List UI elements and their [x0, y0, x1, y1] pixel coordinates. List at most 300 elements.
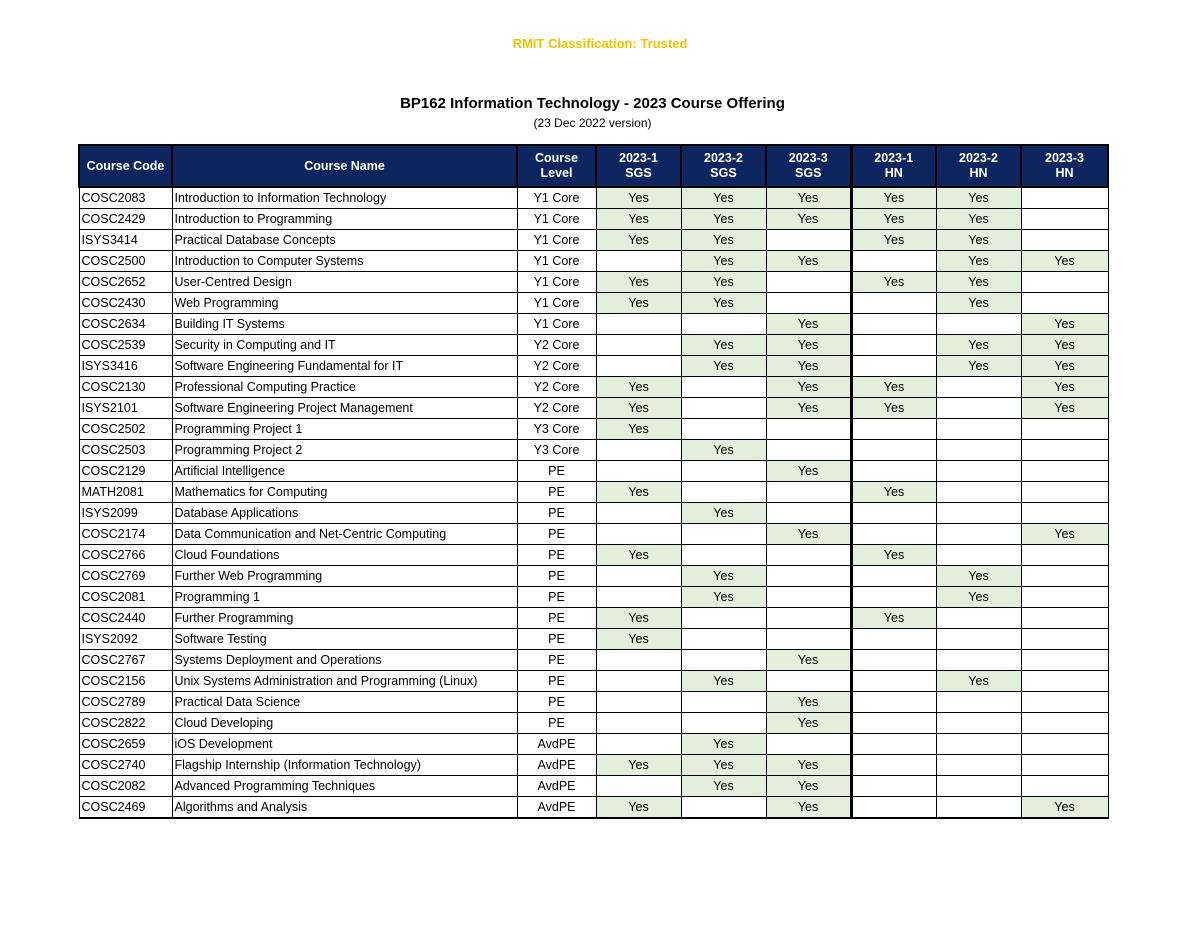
course-name-cell: Cloud Foundations [172, 545, 517, 566]
course-name-cell: Security in Computing and IT [172, 335, 517, 356]
course-name-cell: Mathematics for Computing [172, 482, 517, 503]
offering-cell-2023-2-hn: Yes [936, 251, 1021, 272]
course-level-cell: PE [517, 650, 596, 671]
offering-cell-2023-1-hn: Yes [851, 398, 936, 419]
offering-cell-2023-1-sgs [596, 524, 681, 545]
offering-cell-2023-3-sgs [766, 230, 851, 251]
offering-cell-2023-1-sgs [596, 461, 681, 482]
offering-cell-2023-3-hn: Yes [1021, 356, 1108, 377]
course-level-cell: Y3 Core [517, 419, 596, 440]
page-subtitle: (23 Dec 2022 version) [533, 116, 652, 130]
offering-cell-2023-3-sgs: Yes [766, 356, 851, 377]
offering-cell-2023-1-hn [851, 503, 936, 524]
course-level-cell: Y1 Core [517, 209, 596, 230]
offering-cell-2023-3-sgs: Yes [766, 797, 851, 819]
offering-cell-2023-2-sgs [681, 419, 766, 440]
offering-cell-2023-2-sgs [681, 650, 766, 671]
offering-cell-2023-2-sgs: Yes [681, 734, 766, 755]
offering-cell-2023-2-hn [936, 755, 1021, 776]
offering-cell-2023-3-sgs: Yes [766, 335, 851, 356]
offering-cell-2023-1-hn [851, 755, 936, 776]
offering-cell-2023-2-hn [936, 377, 1021, 398]
offering-cell-2023-1-sgs [596, 650, 681, 671]
offering-cell-2023-3-hn [1021, 629, 1108, 650]
course-name-cell: User-Centred Design [172, 272, 517, 293]
offering-cell-2023-3-sgs: Yes [766, 209, 851, 230]
offering-cell-2023-3-sgs [766, 734, 851, 755]
offering-cell-2023-1-sgs: Yes [596, 545, 681, 566]
offering-cell-2023-2-hn [936, 503, 1021, 524]
offering-cell-2023-2-hn [936, 398, 1021, 419]
course-name-cell: Building IT Systems [172, 314, 517, 335]
offering-cell-2023-1-hn: Yes [851, 545, 936, 566]
course-name-cell: Programming 1 [172, 587, 517, 608]
offering-cell-2023-3-hn: Yes [1021, 251, 1108, 272]
table-row [79, 608, 1108, 629]
offering-cell-2023-1-hn [851, 713, 936, 734]
offering-cell-2023-3-sgs [766, 545, 851, 566]
course-name-cell: Software Engineering Fundamental for IT [172, 356, 517, 377]
course-code-cell: MATH2081 [79, 482, 172, 503]
course-name-cell: Data Communication and Net-Centric Computing [172, 524, 517, 545]
offering-cell-2023-1-hn [851, 587, 936, 608]
course-name-cell: iOS Development [172, 734, 517, 755]
offering-cell-2023-2-hn [936, 461, 1021, 482]
offering-cell-2023-1-hn: Yes [851, 272, 936, 293]
table-body [79, 187, 1108, 818]
course-name-cell: Further Web Programming [172, 566, 517, 587]
course-level-cell: PE [517, 545, 596, 566]
offering-cell-2023-3-sgs [766, 566, 851, 587]
offering-cell-2023-2-sgs [681, 797, 766, 819]
offering-cell-2023-2-sgs [681, 524, 766, 545]
offering-cell-2023-1-sgs [596, 251, 681, 272]
offering-cell-2023-3-sgs: Yes [766, 692, 851, 713]
offering-cell-2023-2-hn [936, 797, 1021, 819]
header-sgs1-line2: SGS [625, 166, 652, 180]
offering-cell-2023-2-hn: Yes [936, 587, 1021, 608]
header-level-line2: Level [540, 166, 573, 180]
offering-cell-2023-3-sgs: Yes [766, 251, 851, 272]
course-name-cell: Systems Deployment and Operations [172, 650, 517, 671]
offering-cell-2023-3-hn [1021, 482, 1108, 503]
offering-cell-2023-2-sgs: Yes [681, 209, 766, 230]
table-row [79, 713, 1108, 734]
offering-cell-2023-3-hn [1021, 608, 1108, 629]
offering-cell-2023-2-sgs: Yes [681, 356, 766, 377]
offering-cell-2023-2-hn: Yes [936, 356, 1021, 377]
offering-cell-2023-3-sgs: Yes [766, 524, 851, 545]
header-hn1-line1: 2023-1 [874, 151, 914, 165]
header-2023-2-sgs [681, 145, 766, 187]
course-level-cell: Y1 Core [517, 272, 596, 293]
offering-cell-2023-3-sgs: Yes [766, 398, 851, 419]
offering-cell-2023-2-hn: Yes [936, 230, 1021, 251]
table-row [79, 356, 1108, 377]
course-name-cell: Practical Database Concepts [172, 230, 517, 251]
course-code-cell: COSC2083 [79, 187, 172, 209]
offering-cell-2023-2-sgs [681, 713, 766, 734]
offering-cell-2023-2-sgs [681, 545, 766, 566]
offering-cell-2023-3-hn [1021, 755, 1108, 776]
course-code-cell: COSC2634 [79, 314, 172, 335]
course-code-cell: COSC2789 [79, 692, 172, 713]
course-code-cell: COSC2767 [79, 650, 172, 671]
offering-cell-2023-1-hn [851, 440, 936, 461]
course-code-cell: COSC2430 [79, 293, 172, 314]
header-sgs3-line1: 2023-3 [788, 151, 828, 165]
course-code-cell: ISYS3416 [79, 356, 172, 377]
offering-cell-2023-1-sgs: Yes [596, 377, 681, 398]
offering-cell-2023-2-sgs [681, 314, 766, 335]
table-row [79, 230, 1108, 251]
course-level-cell: Y1 Core [517, 230, 596, 251]
offering-cell-2023-1-hn: Yes [851, 230, 936, 251]
offering-cell-2023-3-hn [1021, 440, 1108, 461]
offering-cell-2023-2-sgs: Yes [681, 230, 766, 251]
course-level-cell: Y2 Core [517, 398, 596, 419]
course-level-cell: AvdPE [517, 797, 596, 819]
course-name-cell: Programming Project 1 [172, 419, 517, 440]
course-level-cell: PE [517, 587, 596, 608]
course-level-cell: PE [517, 713, 596, 734]
offering-cell-2023-1-hn [851, 797, 936, 819]
offering-cell-2023-3-hn [1021, 776, 1108, 797]
header-sgs1-line1: 2023-1 [619, 151, 658, 165]
offering-cell-2023-3-hn [1021, 461, 1108, 482]
offering-cell-2023-1-hn [851, 629, 936, 650]
offering-cell-2023-1-sgs: Yes [596, 419, 681, 440]
offering-cell-2023-1-hn [851, 692, 936, 713]
offering-cell-2023-3-sgs [766, 629, 851, 650]
course-code-cell: ISYS2101 [79, 398, 172, 419]
header-hn2-line1: 2023-2 [959, 151, 998, 165]
page-title: BP162 Information Technology - 2023 Course Offering [400, 95, 785, 112]
table-row [79, 692, 1108, 713]
course-name-cell: Web Programming [172, 293, 517, 314]
table-row [79, 797, 1108, 819]
offering-cell-2023-3-sgs: Yes [766, 461, 851, 482]
header-course-code: Course Code [79, 145, 172, 187]
offering-cell-2023-3-hn [1021, 587, 1108, 608]
header-course-name: Course Name [172, 145, 517, 187]
course-code-cell: COSC2440 [79, 608, 172, 629]
offering-cell-2023-1-hn: Yes [851, 482, 936, 503]
offering-cell-2023-2-sgs: Yes [681, 755, 766, 776]
course-name-cell: Software Testing [172, 629, 517, 650]
offering-cell-2023-2-hn [936, 314, 1021, 335]
offering-cell-2023-2-sgs: Yes [681, 671, 766, 692]
offering-cell-2023-3-hn [1021, 671, 1108, 692]
course-level-cell: Y3 Core [517, 440, 596, 461]
offering-cell-2023-1-sgs: Yes [596, 230, 681, 251]
classification-label: RMIT Classification: Trusted [512, 36, 688, 51]
course-name-cell: Introduction to Computer Systems [172, 251, 517, 272]
offering-cell-2023-3-sgs [766, 419, 851, 440]
offering-cell-2023-2-sgs [681, 629, 766, 650]
offering-cell-2023-3-sgs [766, 482, 851, 503]
offering-cell-2023-1-hn [851, 776, 936, 797]
offering-cell-2023-3-hn [1021, 419, 1108, 440]
offering-cell-2023-2-sgs [681, 398, 766, 419]
offering-cell-2023-1-sgs [596, 776, 681, 797]
course-level-cell: AvdPE [517, 755, 596, 776]
course-code-cell: COSC2130 [79, 377, 172, 398]
offering-cell-2023-3-sgs [766, 293, 851, 314]
offering-cell-2023-1-sgs [596, 314, 681, 335]
table-row [79, 734, 1108, 755]
table-row [79, 314, 1108, 335]
offering-cell-2023-3-hn: Yes [1021, 398, 1108, 419]
offering-cell-2023-3-sgs [766, 608, 851, 629]
table-row [79, 461, 1108, 482]
offering-cell-2023-2-sgs: Yes [681, 776, 766, 797]
offering-cell-2023-2-sgs: Yes [681, 251, 766, 272]
header-sgs3-line2: SGS [795, 166, 822, 180]
offering-cell-2023-3-sgs: Yes [766, 776, 851, 797]
offering-cell-2023-3-hn: Yes [1021, 797, 1108, 819]
offering-cell-2023-3-sgs: Yes [766, 187, 851, 209]
course-level-cell: PE [517, 671, 596, 692]
offering-cell-2023-2-sgs [681, 692, 766, 713]
offering-cell-2023-1-hn: Yes [851, 608, 936, 629]
offering-cell-2023-2-hn: Yes [936, 566, 1021, 587]
offering-cell-2023-1-hn [851, 335, 936, 356]
course-level-cell: PE [517, 566, 596, 587]
course-level-cell: Y1 Core [517, 251, 596, 272]
offering-cell-2023-2-sgs [681, 461, 766, 482]
course-code-cell: COSC2469 [79, 797, 172, 819]
offering-cell-2023-2-sgs: Yes [681, 335, 766, 356]
offering-cell-2023-2-sgs: Yes [681, 587, 766, 608]
table-row [79, 482, 1108, 503]
course-level-cell: Y1 Core [517, 187, 596, 209]
offering-cell-2023-2-hn [936, 629, 1021, 650]
offering-cell-2023-2-hn [936, 440, 1021, 461]
offering-cell-2023-1-hn [851, 524, 936, 545]
course-level-cell: Y1 Core [517, 293, 596, 314]
course-level-cell: AvdPE [517, 734, 596, 755]
course-name-cell: Advanced Programming Techniques [172, 776, 517, 797]
table-row [79, 419, 1108, 440]
course-code-cell: COSC2766 [79, 545, 172, 566]
offering-cell-2023-2-hn [936, 545, 1021, 566]
course-code-cell: COSC2652 [79, 272, 172, 293]
offering-cell-2023-1-hn [851, 314, 936, 335]
offering-cell-2023-3-hn [1021, 209, 1108, 230]
course-code-cell: COSC2659 [79, 734, 172, 755]
header-hn1-line2: HN [884, 166, 903, 180]
offering-cell-2023-3-hn: Yes [1021, 314, 1108, 335]
header-hn2-line2: HN [969, 166, 988, 180]
offering-cell-2023-1-sgs [596, 671, 681, 692]
table-row [79, 629, 1108, 650]
table-row [79, 776, 1108, 797]
course-level-cell: PE [517, 629, 596, 650]
offering-cell-2023-3-hn [1021, 187, 1108, 209]
offering-cell-2023-1-hn [851, 419, 936, 440]
offering-cell-2023-2-sgs: Yes [681, 440, 766, 461]
table-row [79, 293, 1108, 314]
course-code-cell: COSC2539 [79, 335, 172, 356]
offering-cell-2023-1-hn [851, 650, 936, 671]
table-row [79, 671, 1108, 692]
table-row [79, 524, 1108, 545]
offering-cell-2023-2-hn [936, 650, 1021, 671]
offering-cell-2023-3-sgs: Yes [766, 377, 851, 398]
table-row [79, 587, 1108, 608]
offering-cell-2023-3-sgs [766, 587, 851, 608]
course-code-cell: COSC2081 [79, 587, 172, 608]
offering-cell-2023-1-hn: Yes [851, 377, 936, 398]
offering-cell-2023-3-hn [1021, 692, 1108, 713]
course-name-cell: Database Applications [172, 503, 517, 524]
header-row [79, 145, 1108, 187]
offering-cell-2023-1-sgs: Yes [596, 209, 681, 230]
header-2023-2-hn [936, 145, 1021, 187]
course-name-cell: Artificial Intelligence [172, 461, 517, 482]
course-level-cell: PE [517, 503, 596, 524]
table-row [79, 545, 1108, 566]
offering-cell-2023-3-hn [1021, 293, 1108, 314]
course-name-cell: Professional Computing Practice [172, 377, 517, 398]
offering-cell-2023-3-sgs [766, 671, 851, 692]
offering-cell-2023-2-hn [936, 713, 1021, 734]
offering-cell-2023-2-sgs: Yes [681, 503, 766, 524]
offering-cell-2023-2-hn: Yes [936, 335, 1021, 356]
course-name-cell: Software Engineering Project Management [172, 398, 517, 419]
course-code-cell: ISYS3414 [79, 230, 172, 251]
header-hn3-line2: HN [1055, 166, 1074, 180]
offering-cell-2023-1-sgs: Yes [596, 272, 681, 293]
offering-cell-2023-1-sgs: Yes [596, 755, 681, 776]
offering-cell-2023-3-hn: Yes [1021, 335, 1108, 356]
offering-cell-2023-1-sgs [596, 713, 681, 734]
course-name-cell: Programming Project 2 [172, 440, 517, 461]
course-name-cell: Introduction to Programming [172, 209, 517, 230]
header-2023-1-hn [851, 145, 936, 187]
offering-cell-2023-1-sgs [596, 587, 681, 608]
header-course-level [517, 145, 596, 187]
table-row [79, 650, 1108, 671]
course-name-cell: Further Programming [172, 608, 517, 629]
offering-cell-2023-1-sgs: Yes [596, 398, 681, 419]
course-code-cell: COSC2502 [79, 419, 172, 440]
offering-cell-2023-3-hn [1021, 272, 1108, 293]
course-level-cell: AvdPE [517, 776, 596, 797]
offering-cell-2023-2-sgs [681, 608, 766, 629]
offering-cell-2023-1-sgs: Yes [596, 797, 681, 819]
offering-cell-2023-2-sgs: Yes [681, 566, 766, 587]
offering-cell-2023-1-hn [851, 461, 936, 482]
offering-cell-2023-1-sgs: Yes [596, 187, 681, 209]
course-name-cell: Flagship Internship (Information Technology) [172, 755, 517, 776]
offering-cell-2023-3-sgs: Yes [766, 713, 851, 734]
table-row [79, 755, 1108, 776]
table-row [79, 272, 1108, 293]
course-code-cell: ISYS2092 [79, 629, 172, 650]
offering-cell-2023-2-hn [936, 692, 1021, 713]
course-level-cell: Y2 Core [517, 377, 596, 398]
offering-cell-2023-3-sgs [766, 503, 851, 524]
course-name-cell: Introduction to Information Technology [172, 187, 517, 209]
course-level-cell: Y1 Core [517, 314, 596, 335]
offering-cell-2023-2-sgs: Yes [681, 272, 766, 293]
offering-cell-2023-2-hn: Yes [936, 293, 1021, 314]
offering-cell-2023-1-sgs [596, 440, 681, 461]
offering-cell-2023-1-hn: Yes [851, 187, 936, 209]
offering-cell-2023-3-hn [1021, 650, 1108, 671]
table-row [79, 503, 1108, 524]
offering-cell-2023-3-hn [1021, 713, 1108, 734]
offering-cell-2023-3-sgs [766, 440, 851, 461]
offering-cell-2023-1-hn [851, 251, 936, 272]
offering-cell-2023-1-sgs [596, 356, 681, 377]
offering-cell-2023-3-sgs: Yes [766, 650, 851, 671]
course-level-cell: PE [517, 461, 596, 482]
offering-cell-2023-2-hn [936, 608, 1021, 629]
offering-cell-2023-1-sgs [596, 503, 681, 524]
offering-cell-2023-1-hn [851, 356, 936, 377]
offering-cell-2023-2-hn [936, 419, 1021, 440]
offering-cell-2023-3-hn [1021, 545, 1108, 566]
offering-cell-2023-3-hn [1021, 734, 1108, 755]
header-sgs2-line1: 2023-2 [704, 151, 743, 165]
course-code-cell: COSC2174 [79, 524, 172, 545]
offering-cell-2023-1-sgs: Yes [596, 629, 681, 650]
offering-cell-2023-2-sgs: Yes [681, 293, 766, 314]
offering-cell-2023-3-hn [1021, 566, 1108, 587]
table-row [79, 335, 1108, 356]
header-hn3-line1: 2023-3 [1045, 151, 1084, 165]
offering-cell-2023-1-hn [851, 734, 936, 755]
course-code-cell: COSC2156 [79, 671, 172, 692]
offering-cell-2023-2-sgs [681, 482, 766, 503]
header-sgs2-line2: SGS [710, 166, 737, 180]
course-level-cell: PE [517, 692, 596, 713]
offering-cell-2023-2-hn: Yes [936, 187, 1021, 209]
course-code-cell: COSC2769 [79, 566, 172, 587]
course-level-cell: PE [517, 524, 596, 545]
offering-cell-2023-2-hn [936, 482, 1021, 503]
offering-cell-2023-1-sgs [596, 734, 681, 755]
course-level-cell: PE [517, 608, 596, 629]
course-name-cell: Algorithms and Analysis [172, 797, 517, 819]
table-row [79, 398, 1108, 419]
offering-cell-2023-2-sgs: Yes [681, 187, 766, 209]
course-code-cell: COSC2429 [79, 209, 172, 230]
course-code-cell: COSC2822 [79, 713, 172, 734]
offering-cell-2023-3-hn [1021, 230, 1108, 251]
offering-cell-2023-2-sgs [681, 377, 766, 398]
course-code-cell: ISYS2099 [79, 503, 172, 524]
offering-cell-2023-3-sgs: Yes [766, 755, 851, 776]
course-code-cell: COSC2503 [79, 440, 172, 461]
offering-cell-2023-2-hn: Yes [936, 671, 1021, 692]
offering-cell-2023-2-hn [936, 524, 1021, 545]
offering-cell-2023-3-sgs [766, 272, 851, 293]
header-level-line1: Course [534, 151, 579, 165]
course-offering-table [78, 144, 1109, 819]
offering-cell-2023-2-hn [936, 776, 1021, 797]
offering-cell-2023-1-sgs: Yes [596, 482, 681, 503]
course-name-cell: Practical Data Science [172, 692, 517, 713]
offering-cell-2023-1-hn: Yes [851, 209, 936, 230]
offering-cell-2023-3-sgs: Yes [766, 314, 851, 335]
course-name-cell: Unix Systems Administration and Programming (Linux) [172, 671, 517, 692]
offering-cell-2023-3-hn: Yes [1021, 524, 1108, 545]
offering-cell-2023-2-hn: Yes [936, 272, 1021, 293]
